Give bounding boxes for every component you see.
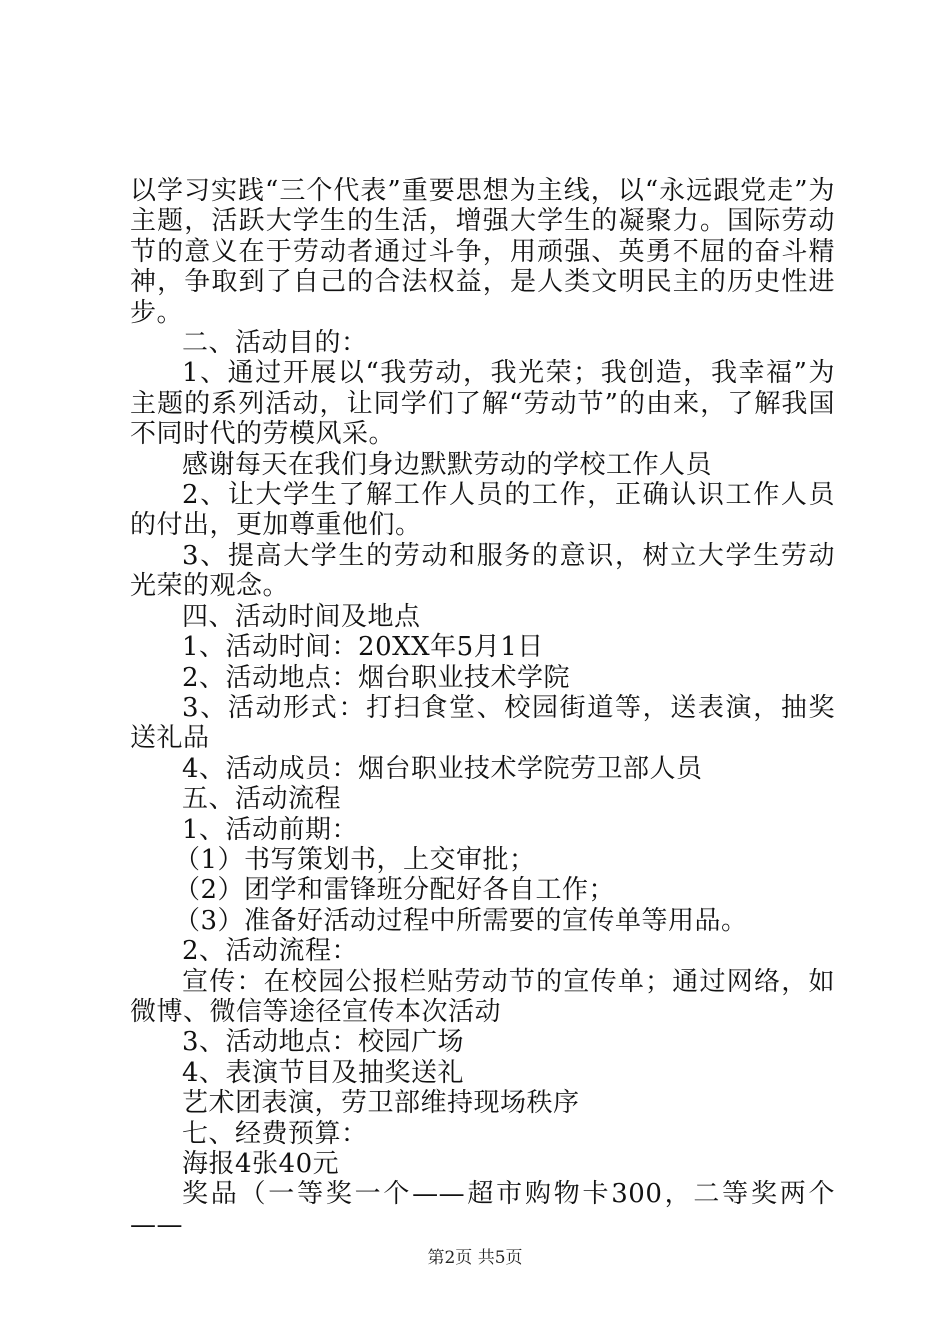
paragraph-process-2: 2、活动流程： bbox=[182, 936, 359, 967]
paragraph-purpose-1: 1、通过开展以“我劳动，我光荣；我创造，我幸福”为主题的系列活动，让同学们了解“劳动节”的由来，了解我国不同时代的劳模风采。 bbox=[130, 358, 835, 450]
paragraph-prep-1: （1）书写策划书，上交审批； bbox=[174, 844, 536, 875]
heading-process: 五、活动流程 bbox=[182, 784, 342, 815]
document-body bbox=[130, 176, 835, 1240]
paragraph-prizes: 奖品（一等奖一个——超市购物卡300，二等奖两个—— bbox=[130, 1179, 835, 1240]
paragraph-place: 2、活动地点：烟台职业技术学院 bbox=[182, 662, 571, 693]
paragraph-time: 1、活动时间：20XX年5月1日 bbox=[182, 632, 544, 663]
paragraph-purpose-3: 3、提高大学生的劳动和服务的意识，树立大学生劳动光荣的观念。 bbox=[130, 540, 835, 602]
heading-activity-purpose: 二、活动目的： bbox=[182, 328, 368, 359]
paragraph-prep-3: （3）准备好活动过程中所需要的宣传单等用品。 bbox=[174, 905, 748, 936]
paragraph-venue: 3、活动地点：校园广场 bbox=[182, 1027, 465, 1058]
paragraph-intro: 以学习实践“三个代表”重要思想为主线，以“永远跟党走”为主题，活跃大学生的生活，增强大学生的凝聚力。国际劳动节的意义在于劳动者通过斗争，用顽强、英勇不屈的奋斗精神，争取到了自己的合法权益，是人类文明民主的历史性进步。 bbox=[130, 176, 835, 328]
paragraph-preparation: 1、活动前期： bbox=[182, 814, 359, 845]
paragraph-members: 4、活动成员：烟台职业技术学院劳卫部人员 bbox=[182, 753, 703, 784]
paragraph-performance: 4、表演节目及抽奖送礼 bbox=[182, 1057, 465, 1088]
heading-time-place: 四、活动时间及地点 bbox=[182, 601, 421, 632]
paragraph-form: 3、活动形式：打扫食堂、校园街道等，送表演，抽奖送礼品 bbox=[130, 692, 835, 754]
paragraph-prep-2: （2）团学和雷锋班分配好各自工作； bbox=[174, 875, 616, 906]
paragraph-posters: 海报4张40元 bbox=[182, 1149, 340, 1179]
page-number-footer: 第2页 共5页 bbox=[427, 1248, 523, 1268]
paragraph-art-troupe: 艺术团表演，劳卫部维持现场秩序 bbox=[182, 1088, 580, 1119]
paragraph-promotion: 宣传：在校园公报栏贴劳动节的宣传单；通过网络，如微博、微信等途径宣传本次活动 bbox=[130, 966, 835, 1027]
paragraph-thanks: 感谢每天在我们身边默默劳动的学校工作人员 bbox=[182, 449, 713, 480]
paragraph-purpose-2: 2、让大学生了解工作人员的工作，正确认识工作人员的付出，更加尊重他们。 bbox=[130, 480, 835, 541]
heading-budget: 七、经费预算： bbox=[182, 1118, 368, 1149]
